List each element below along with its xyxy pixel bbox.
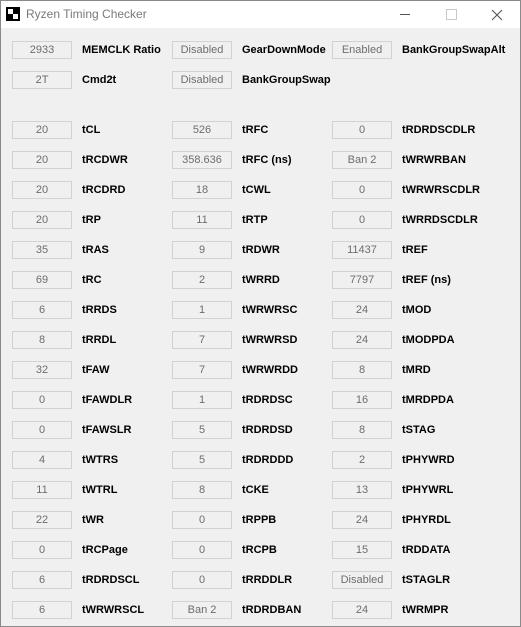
tphywrd-value[interactable]: 2 <box>332 451 392 469</box>
trcdrd-label: tRCDRD <box>82 184 126 196</box>
twr-label: tWR <box>82 514 104 526</box>
bankgroupswapalt-label: BankGroupSwapAlt <box>402 44 506 56</box>
memclk-ratio-value[interactable]: 2933 <box>12 41 72 59</box>
trp-label: tRP <box>82 214 101 226</box>
trdrddd-value[interactable]: 5 <box>172 451 232 469</box>
twrrdscdlr-value[interactable]: 0 <box>332 211 392 229</box>
tcwl-label: tCWL <box>242 184 271 196</box>
trtp-label: tRTP <box>242 214 268 226</box>
tfawslr-value[interactable]: 0 <box>12 421 72 439</box>
trcdwr-value[interactable]: 20 <box>12 151 72 169</box>
tphyrdl-value[interactable]: 24 <box>332 511 392 529</box>
twrwrsd-label: tWRWRSD <box>242 334 298 346</box>
trcdwr-label: tRCDWR <box>82 154 128 166</box>
bankgroupswapalt-value[interactable]: Enabled <box>332 41 392 59</box>
tstaglr-value[interactable]: Disabled <box>332 571 392 589</box>
tstag-value[interactable]: 8 <box>332 421 392 439</box>
tmod-value[interactable]: 24 <box>332 301 392 319</box>
tmodpda-label: tMODPDA <box>402 334 455 346</box>
title-bar[interactable] <box>1 1 520 28</box>
maximize-icon <box>446 9 457 20</box>
twrwrscl-value[interactable]: 6 <box>12 601 72 619</box>
trrds-value[interactable]: 6 <box>12 301 72 319</box>
tras-label: tRAS <box>82 244 109 256</box>
twtrl-value[interactable]: 11 <box>12 481 72 499</box>
tref-value[interactable]: 11437 <box>332 241 392 259</box>
tphywrl-value[interactable]: 13 <box>332 481 392 499</box>
tphywrl-label: tPHYWRL <box>402 484 454 496</box>
trdrdscl-value[interactable]: 6 <box>12 571 72 589</box>
close-button[interactable] <box>474 1 520 28</box>
trrdl-value[interactable]: 8 <box>12 331 72 349</box>
tcwl-value[interactable]: 18 <box>172 181 232 199</box>
trcpb-value[interactable]: 0 <box>172 541 232 559</box>
trrddlr-value[interactable]: 0 <box>172 571 232 589</box>
trdrdban-value[interactable]: Ban 2 <box>172 601 232 619</box>
tmod-label: tMOD <box>402 304 432 316</box>
tfawdlr-value[interactable]: 0 <box>12 391 72 409</box>
tfawdlr-label: tFAWDLR <box>82 394 133 406</box>
trcpage-value[interactable]: 0 <box>12 541 72 559</box>
twrmpr-value[interactable]: 24 <box>332 601 392 619</box>
window-title: Ryzen Timing Checker <box>26 7 147 21</box>
tmrdpda-value[interactable]: 16 <box>332 391 392 409</box>
cmd2t-value[interactable]: 2T <box>12 71 72 89</box>
bankgroupswap-label: BankGroupSwap <box>242 74 331 86</box>
tref-ns-value[interactable]: 7797 <box>332 271 392 289</box>
trc-label: tRC <box>82 274 102 286</box>
trppb-value[interactable]: 0 <box>172 511 232 529</box>
bankgroupswap-value[interactable]: Disabled <box>172 71 232 89</box>
trdrdscdlr-label: tRDRDSCDLR <box>402 124 476 136</box>
tras-value[interactable]: 35 <box>12 241 72 259</box>
twrrdscdlr-label: tWRRDSCDLR <box>402 214 478 226</box>
trddata-value[interactable]: 15 <box>332 541 392 559</box>
trp-value[interactable]: 20 <box>12 211 72 229</box>
tcl-value[interactable]: 20 <box>12 121 72 139</box>
twrwrscl-label: tWRWRSCL <box>82 604 145 616</box>
tphywrd-label: tPHYWRD <box>402 454 455 466</box>
twrwrban-label: tWRWRBAN <box>402 154 466 166</box>
trtp-value[interactable]: 11 <box>172 211 232 229</box>
twtrs-value[interactable]: 4 <box>12 451 72 469</box>
tmodpda-value[interactable]: 24 <box>332 331 392 349</box>
tcke-value[interactable]: 8 <box>172 481 232 499</box>
tcl-label: tCL <box>82 124 101 136</box>
maximize-button[interactable] <box>428 1 474 28</box>
tfaw-value[interactable]: 32 <box>12 361 72 379</box>
trrdl-label: tRRDL <box>82 334 117 346</box>
twr-value[interactable]: 22 <box>12 511 72 529</box>
trdrdban-label: tRDRDBAN <box>242 604 302 616</box>
tstaglr-label: tSTAGLR <box>402 574 451 586</box>
minimize-button[interactable] <box>382 1 428 28</box>
cmd2t-label: Cmd2t <box>82 74 117 86</box>
close-icon <box>491 9 503 21</box>
trdrdsd-value[interactable]: 5 <box>172 421 232 439</box>
twrwrsc-value[interactable]: 1 <box>172 301 232 319</box>
trdrdsc-label: tRDRDSC <box>242 394 293 406</box>
trcpage-label: tRCPage <box>82 544 128 556</box>
app-logo-icon <box>6 7 20 21</box>
trdrddd-label: tRDRDDD <box>242 454 294 466</box>
trdwr-label: tRDWR <box>242 244 280 256</box>
minimize-icon <box>400 14 410 15</box>
geardownmode-value[interactable]: Disabled <box>172 41 232 59</box>
trc-value[interactable]: 69 <box>12 271 72 289</box>
twrwrscdlr-value[interactable]: 0 <box>332 181 392 199</box>
tref-ns-label: tREF (ns) <box>402 274 451 286</box>
twrwrban-value[interactable]: Ban 2 <box>332 151 392 169</box>
memclk-ratio-label: MEMCLK Ratio <box>82 44 161 56</box>
tcke-label: tCKE <box>242 484 269 496</box>
twrrd-label: tWRRD <box>242 274 280 286</box>
trcdrd-value[interactable]: 20 <box>12 181 72 199</box>
trrds-label: tRRDS <box>82 304 117 316</box>
twrmpr-label: tWRMPR <box>402 604 449 616</box>
twrwrdd-value[interactable]: 7 <box>172 361 232 379</box>
twtrl-label: tWTRL <box>82 484 118 496</box>
tref-label: tREF <box>402 244 428 256</box>
trdrdscl-label: tRDRDSCL <box>82 574 140 586</box>
tmrdpda-label: tMRDPDA <box>402 394 454 406</box>
tfawslr-label: tFAWSLR <box>82 424 132 436</box>
trdrdscdlr-value[interactable]: 0 <box>332 121 392 139</box>
tfaw-label: tFAW <box>82 364 110 376</box>
trrddlr-label: tRRDDLR <box>242 574 293 586</box>
twtrs-label: tWTRS <box>82 454 119 466</box>
trddata-label: tRDDATA <box>402 544 451 556</box>
tstag-label: tSTAG <box>402 424 436 436</box>
trppb-label: tRPPB <box>242 514 277 526</box>
trfc-ns-value[interactable]: 358.636 <box>172 151 232 169</box>
twrwrscdlr-label: tWRWRSCDLR <box>402 184 481 196</box>
trfc-label: tRFC <box>242 124 269 136</box>
tmrd-label: tMRD <box>402 364 431 376</box>
twrrd-value[interactable]: 2 <box>172 271 232 289</box>
trdrdsd-label: tRDRDSD <box>242 424 293 436</box>
geardownmode-label: GearDownMode <box>242 44 326 56</box>
twrwrsc-label: tWRWRSC <box>242 304 298 316</box>
twrwrdd-label: tWRWRDD <box>242 364 299 376</box>
trfc-ns-label: tRFC (ns) <box>242 154 292 166</box>
trdrdsc-value[interactable]: 1 <box>172 391 232 409</box>
tmrd-value[interactable]: 8 <box>332 361 392 379</box>
trdwr-value[interactable]: 9 <box>172 241 232 259</box>
trfc-value[interactable]: 526 <box>172 121 232 139</box>
trcpb-label: tRCPB <box>242 544 277 556</box>
tphyrdl-label: tPHYRDL <box>402 514 451 526</box>
twrwrsd-value[interactable]: 7 <box>172 331 232 349</box>
